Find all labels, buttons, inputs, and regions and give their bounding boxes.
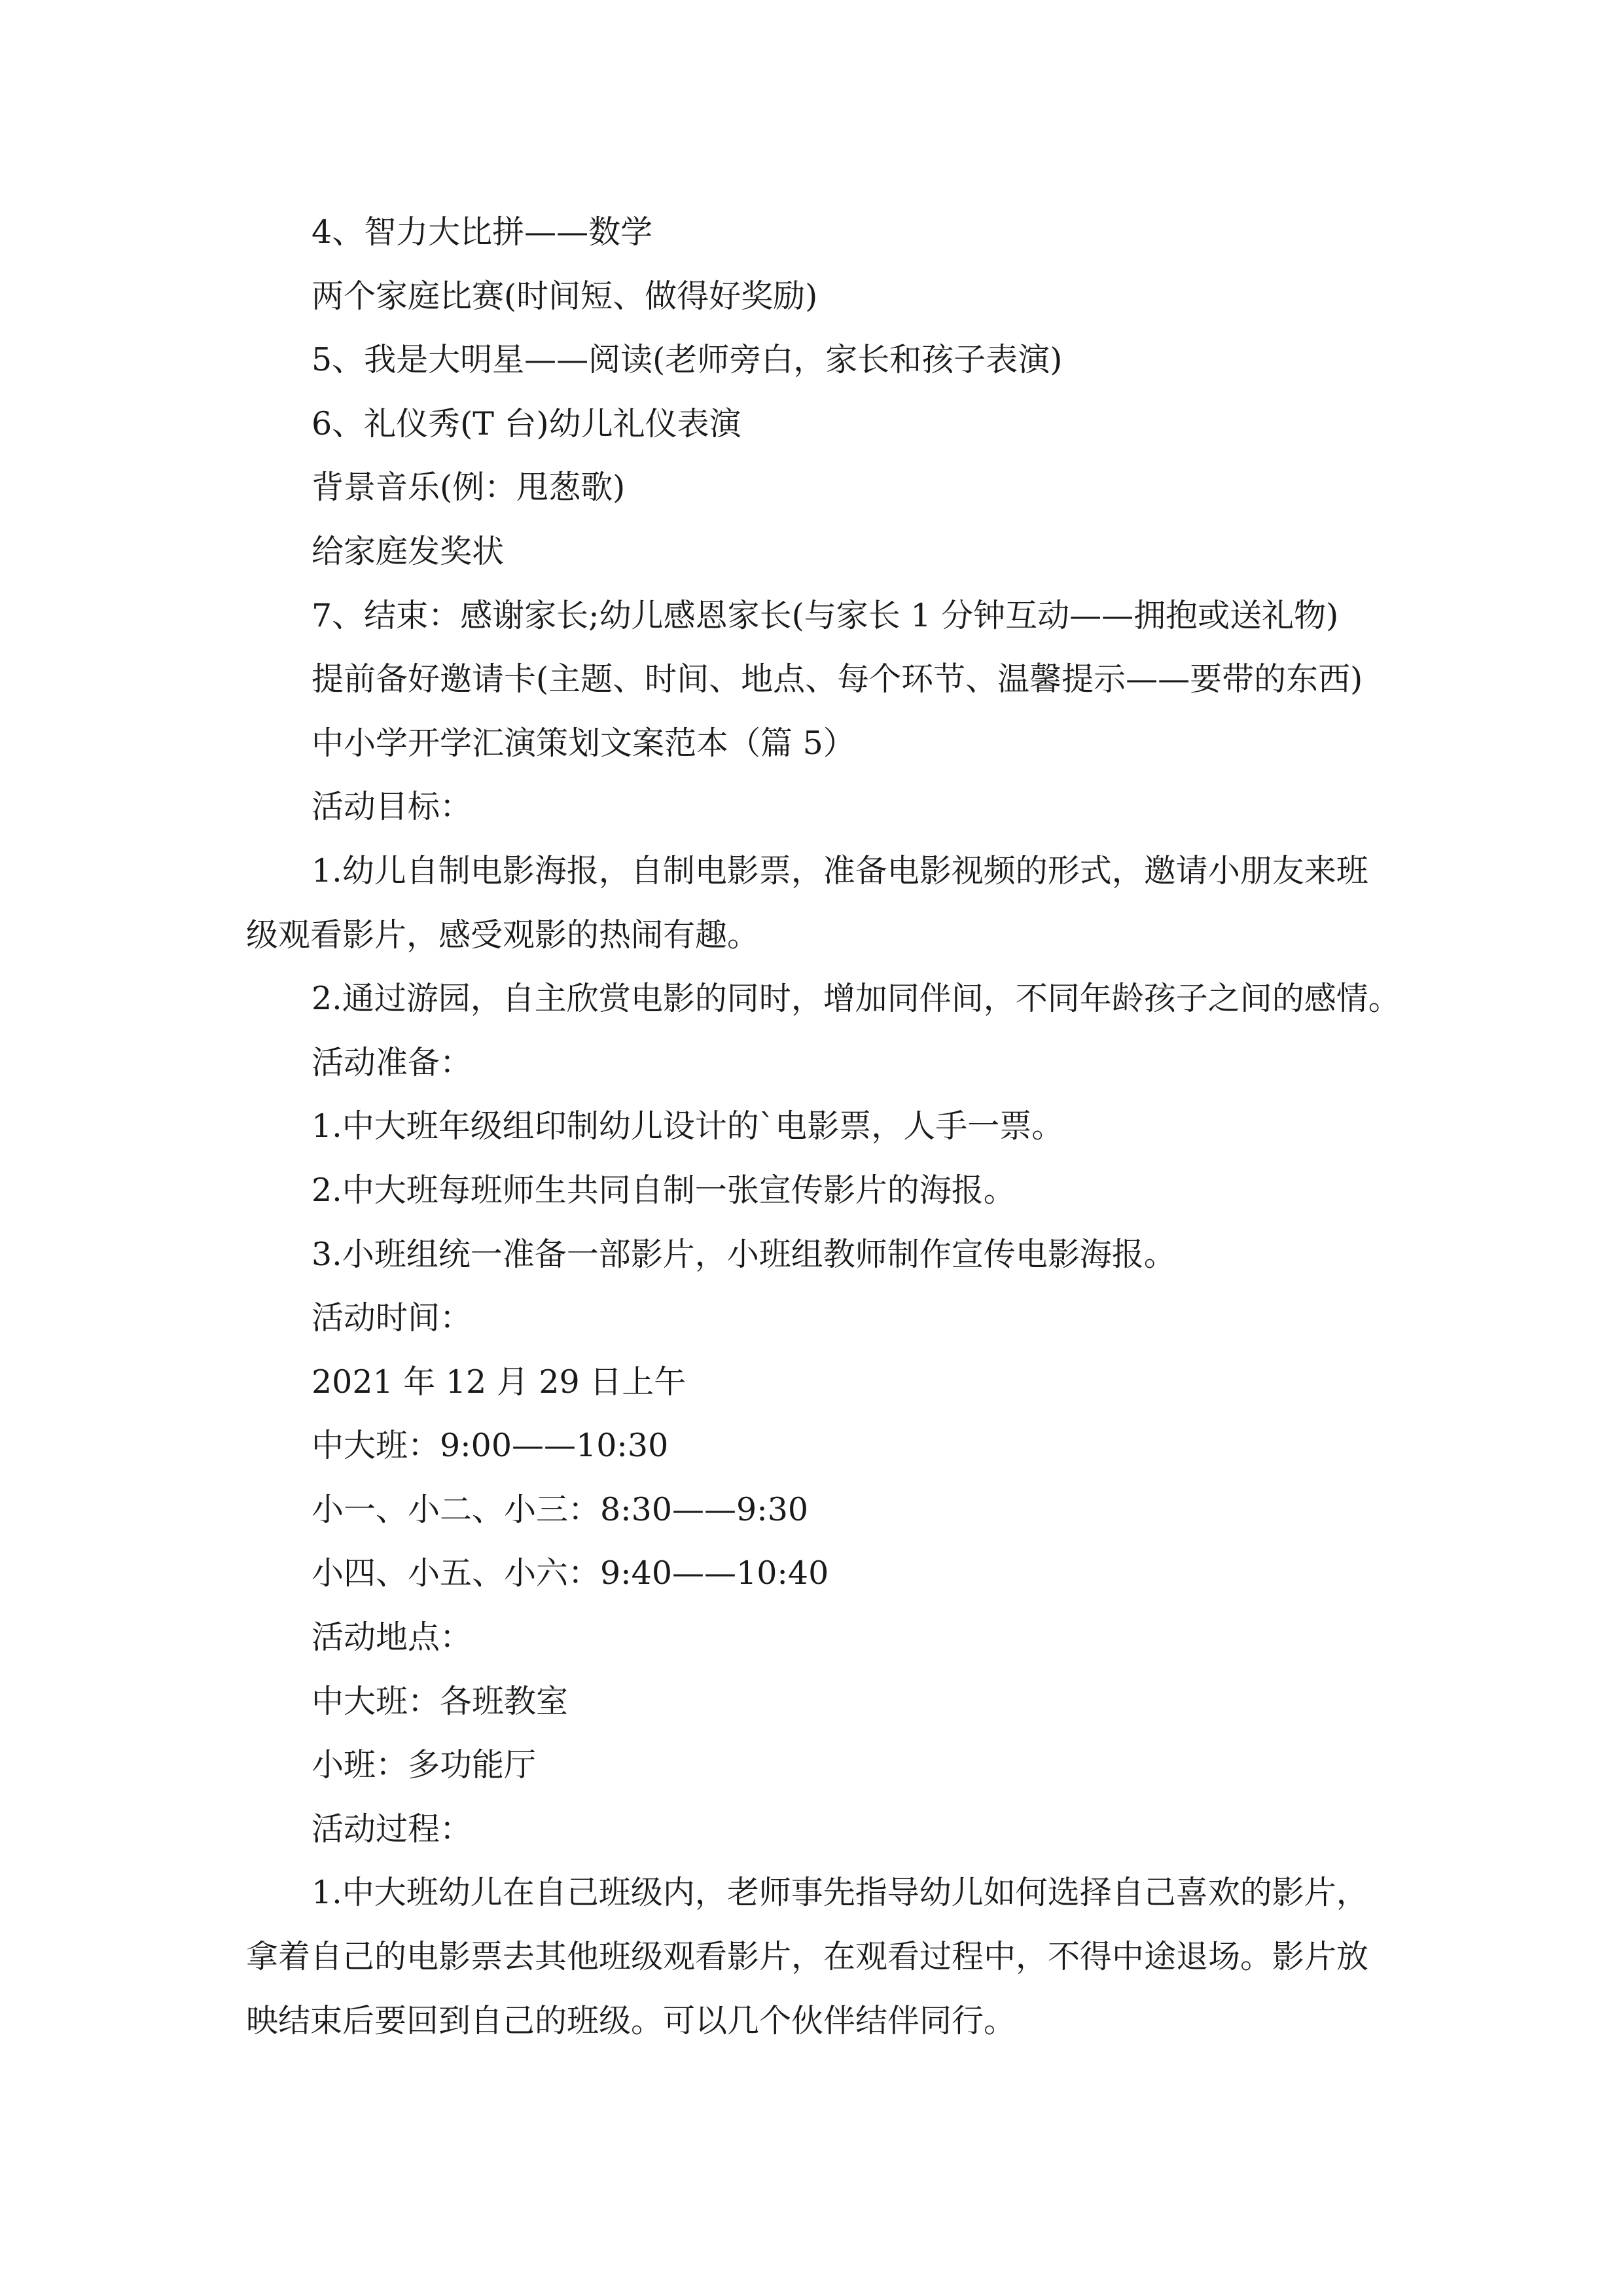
- text-line: 提前备好邀请卡(主题、时间、地点、每个环节、温馨提示——要带的东西): [312, 660, 1363, 698]
- section-heading: 中小学开学汇演策划文案范本（篇 5）: [312, 724, 855, 762]
- text-line: 小四、小五、小六：9:40——10:40: [312, 1554, 829, 1592]
- section-label: 活动过程：: [312, 1810, 473, 1848]
- text-line: 给家庭发奖状: [312, 532, 505, 570]
- text-line: 1.幼儿自制电影海报，自制电影票，准备电影视频的形式，邀请小朋友来班: [312, 852, 1368, 889]
- section-label: 活动目标：: [312, 788, 473, 826]
- section-label: 活动时间：: [312, 1299, 473, 1337]
- document-body: [246, 200, 1400, 2053]
- text-line: 小一、小二、小三：8:30——9:30: [312, 1490, 809, 1528]
- text-line: 拿着自己的电影票去其他班级观看影片，在观看过程中，不得中途退场。影片放: [246, 1938, 1369, 1976]
- text-line: 映结束后要回到自己的班级。可以几个伙伴结伴同行。: [246, 2001, 1016, 2039]
- text-line: 4、智力大比拼——数学: [312, 213, 653, 251]
- section-label: 活动地点：: [312, 1619, 473, 1657]
- text-line: 背景音乐(例：甩葱歌): [312, 469, 626, 507]
- text-line: 级观看影片，感受观影的热闹有趣。: [246, 916, 760, 954]
- text-line: 2021 年 12 月 29 日上午: [312, 1363, 687, 1401]
- text-line: 两个家庭比赛(时间短、做得好奖励): [312, 277, 818, 315]
- text-line: 中大班：9:00——10:30: [312, 1427, 669, 1465]
- text-line: 5、我是大明星——阅读(老师旁白，家长和孩子表演): [312, 341, 1063, 379]
- text-line: 小班：多功能厅: [312, 1746, 537, 1784]
- text-line: 2.通过游园，自主欣赏电影的同时，增加同伴间，不同年龄孩子之间的感情。: [312, 980, 1400, 1018]
- text-line: 7、结束：感谢家长;幼儿感恩家长(与家长 1 分钟互动——拥抱或送礼物): [312, 596, 1339, 634]
- text-line: 中大班：各班教室: [312, 1682, 569, 1720]
- text-line: 3.小班组统一准备一部影片，小班组教师制作宣传电影海报。: [312, 1235, 1176, 1273]
- text-line: 6、礼仪秀(T 台)幼儿礼仪表演: [312, 404, 741, 442]
- section-label: 活动准备：: [312, 1043, 473, 1081]
- text-line: 2.中大班每班师生共同自制一张宣传影片的海报。: [312, 1171, 1016, 1209]
- text-line: 1.中大班年级组印制幼儿设计的`电影票，人手一票。: [312, 1107, 1064, 1145]
- text-line: 1.中大班幼儿在自己班级内，老师事先指导幼儿如何选择自己喜欢的影片，: [312, 1874, 1368, 1912]
